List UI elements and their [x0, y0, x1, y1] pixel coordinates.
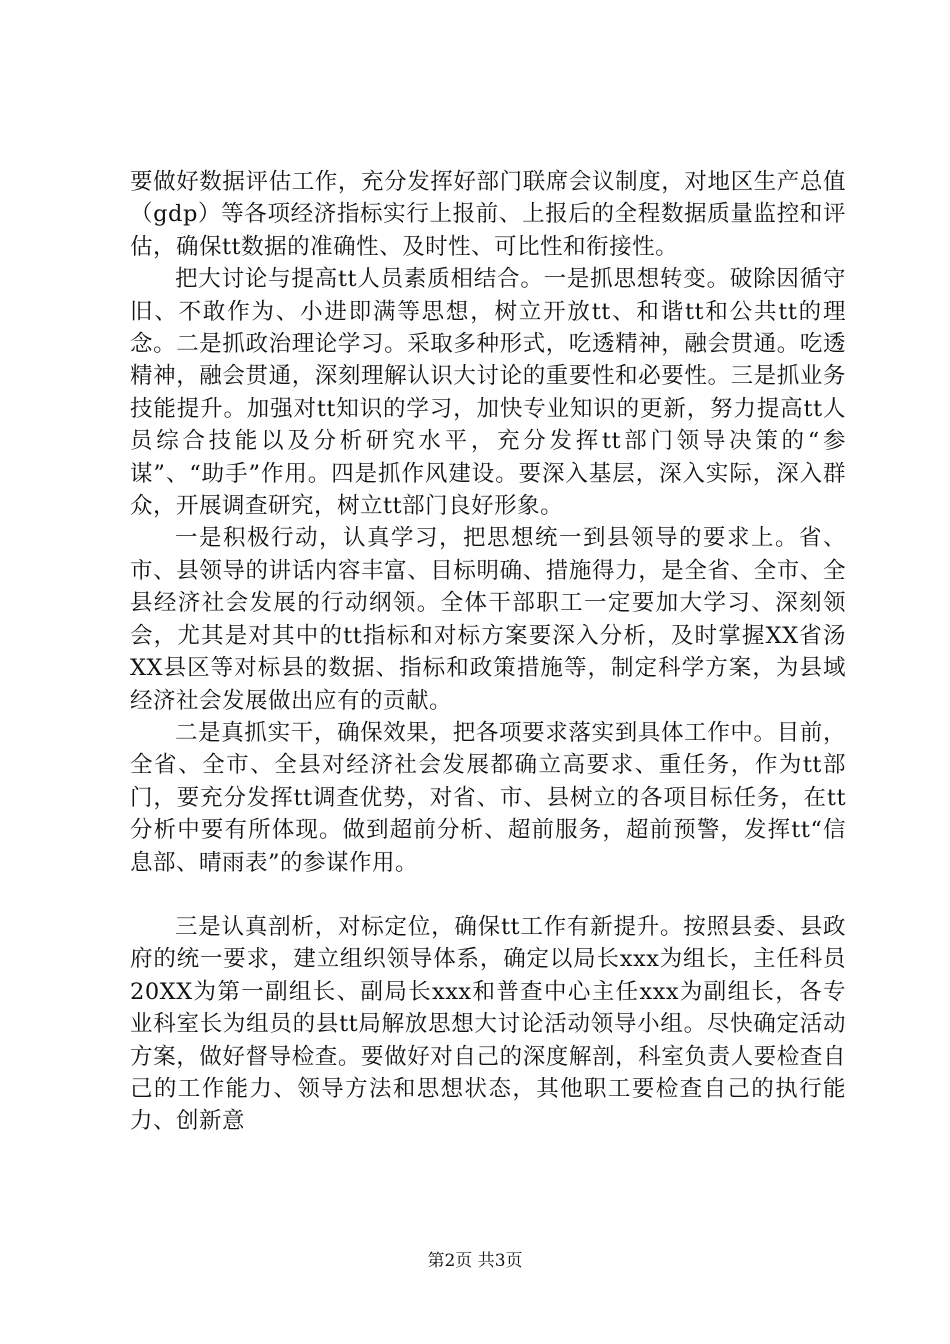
paragraph-3: 一是积极行动，认真学习，把思想统一到县领导的要求上。省、市、县领导的讲话内容丰富、目标明确、措施得力，是全省、全市、全县经济社会发展的行动纲领。全体干部职工一定要加大学习、深刻领会，尤其是对其中的tt指标和对标方案要深入分析，及时掌握XX省汤XX县区等对标县的数据、指标和政策措施等，制定科学方案，为县域经济社会发展做出应有的贡献。: [130, 525, 846, 714]
document-body: [130, 166, 846, 1138]
paragraph-2: 把大讨论与提高tt人员素质相结合。一是抓思想转变。破除因循守旧、不敢作为、小进即满等思想，树立开放tt、和谐tt和公共tt的理念。二是抓政治理论学习。采取多种形式，吃透精神，融会贯通。吃透精神，融会贯通，深刻理解认识大讨论的重要性和必要性。三是抓业务技能提升。加强对tt知识的学习，加快专业知识的更新，努力提高tt人员综合技能以及分析研究水平，充分发挥tt部门领导决策的“参谋”、“助手”作用。四是抓作风建设。要深入基层，深入实际，深入群众，开展调查研究，树立tt部门良好形象。: [130, 266, 846, 520]
paragraph-5: 三是认真剖析，对标定位，确保tt工作有新提升。按照县委、县政府的统一要求，建立组织领导体系，确定以局长xxx为组长，主任科员20XX为第一副组长、副局长xxx和普查中心主任xxx为副组长，各专业科室长为组员的县tt局解放思想大讨论活动领导小组。尽快确定活动方案，做好督导检查。要做好对自己的深度解剖，科室负责人要检查自己的工作能力、领导方法和思想状态，其他职工要检查自己的执行能力、创新意: [130, 913, 846, 1135]
page-number-footer: 第2页 共3页: [427, 1251, 523, 1271]
paragraph-4: 二是真抓实干，确保效果，把各项要求落实到具体工作中。目前，全省、全市、全县对经济社会发展都确立高要求、重任务，作为tt部门，要充分发挥tt调查优势，对省、市、县树立的各项目标任务，在tt分析中要有所体现。做到超前分析、超前服务，超前预警，发挥tt“信息部、晴雨表”的参谋作用。: [130, 719, 846, 876]
paragraph-1: 要做好数据评估工作，充分发挥好部门联席会议制度，对地区生产总值（gdp）等各项经济指标实行上报前、上报后的全程数据质量监控和评估，确保tt数据的准确性、及时性、可比性和衔接性。: [130, 169, 846, 260]
